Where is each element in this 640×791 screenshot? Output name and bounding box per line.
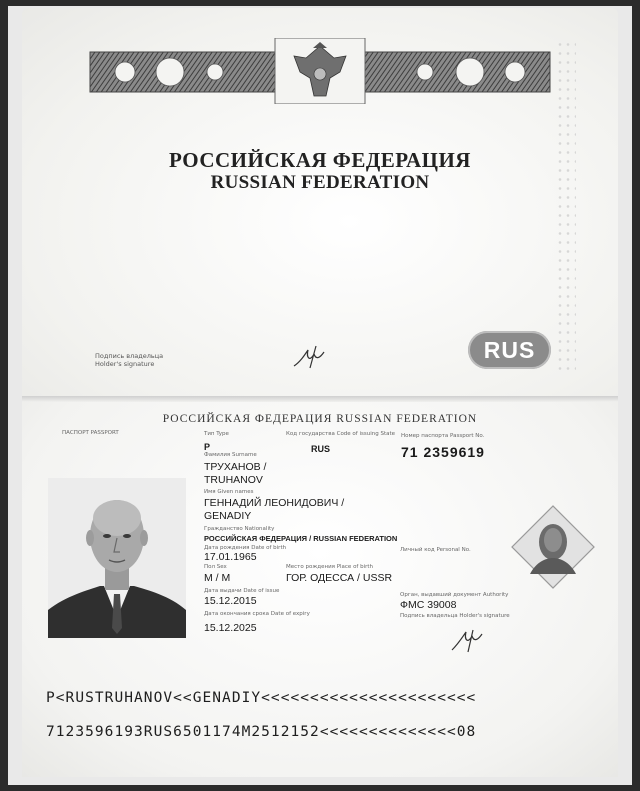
sex-value: М / M	[204, 572, 231, 584]
emblem-ornament-band	[70, 38, 570, 104]
ghost-image-hologram	[506, 500, 600, 594]
mrz-line-2: 7123596193RUS6501174M2512152<<<<<<<<<<<<<<08	[46, 724, 477, 740]
nationality-label: Гражданство Nationality	[204, 526, 275, 532]
given-names-label: Имя Given names	[204, 489, 254, 495]
personal-number-label: Личный код Personal No.	[400, 547, 471, 553]
type-value: P	[204, 442, 211, 452]
holder-signature-label: Подпись владельца Holder's signature	[400, 613, 510, 619]
holder-signature-data-page	[448, 626, 488, 656]
document-type-label: ПАСПОРТ PASSPORT	[62, 430, 119, 436]
holder-photo	[48, 478, 186, 638]
country-title-english: RUSSIAN FEDERATION	[210, 172, 430, 193]
mrz-line-1: P<RUSTRUHANOV<<GENADIY<<<<<<<<<<<<<<<<<<<<<<	[46, 690, 477, 706]
given-names-ru-value: ГЕННАДИЙ ЛЕОНИДОВИЧ /	[204, 497, 345, 509]
signature-label-en: Holder's signature	[95, 360, 155, 368]
date-of-expiry-value: 15.12.2025	[204, 622, 257, 634]
authority-value: ФМС 39008	[400, 599, 457, 611]
surname-label: Фамилия Surname	[204, 452, 257, 458]
passport-number-value: 71 2359619	[401, 444, 485, 460]
country-title-russian: РОССИЙСКАЯ ФЕДЕРАЦИЯ	[169, 148, 471, 172]
data-page-header: РОССИЙСКАЯ ФЕДЕРАЦИЯ RUSSIAN FEDERATION	[162, 413, 478, 425]
date-of-issue-label: Дата выдачи Date of issue	[204, 588, 280, 594]
date-of-birth-value: 17.01.1965	[204, 551, 257, 563]
surname-ru-value: ТРУХАНОВ /	[204, 461, 267, 473]
type-label: Тип Type	[204, 431, 229, 437]
passport-number-label: Номер паспорта Passport No.	[401, 433, 485, 439]
place-of-birth-value: ГОР. ОДЕССА / USSR	[286, 572, 393, 584]
issuing-state-value: RUS	[311, 444, 331, 454]
country-code-badge: RUS	[468, 331, 551, 369]
nationality-value: РОССИЙСКАЯ ФЕДЕРАЦИЯ / RUSSIAN FEDERATION	[204, 534, 398, 543]
sex-label: Пол Sex	[204, 564, 227, 570]
issuing-state-label: Код государства Code of issuing State	[286, 431, 396, 437]
authority-label: Орган, выдавший документ Authority	[400, 592, 509, 598]
signature-label	[95, 352, 163, 368]
holder-signature	[292, 342, 332, 372]
date-of-expiry-label: Дата окончания срока Date of expiry	[204, 611, 310, 617]
date-of-issue-value: 15.12.2015	[204, 595, 257, 607]
signature-label-ru: Подпись владельца	[95, 352, 164, 360]
given-names-en-value: GENADIY	[204, 510, 252, 522]
place-of-birth-label: Место рождения Place of birth	[286, 564, 374, 570]
date-of-birth-label: Дата рождения Date of birth	[204, 545, 287, 551]
surname-en-value: TRUHANOV	[204, 474, 263, 486]
